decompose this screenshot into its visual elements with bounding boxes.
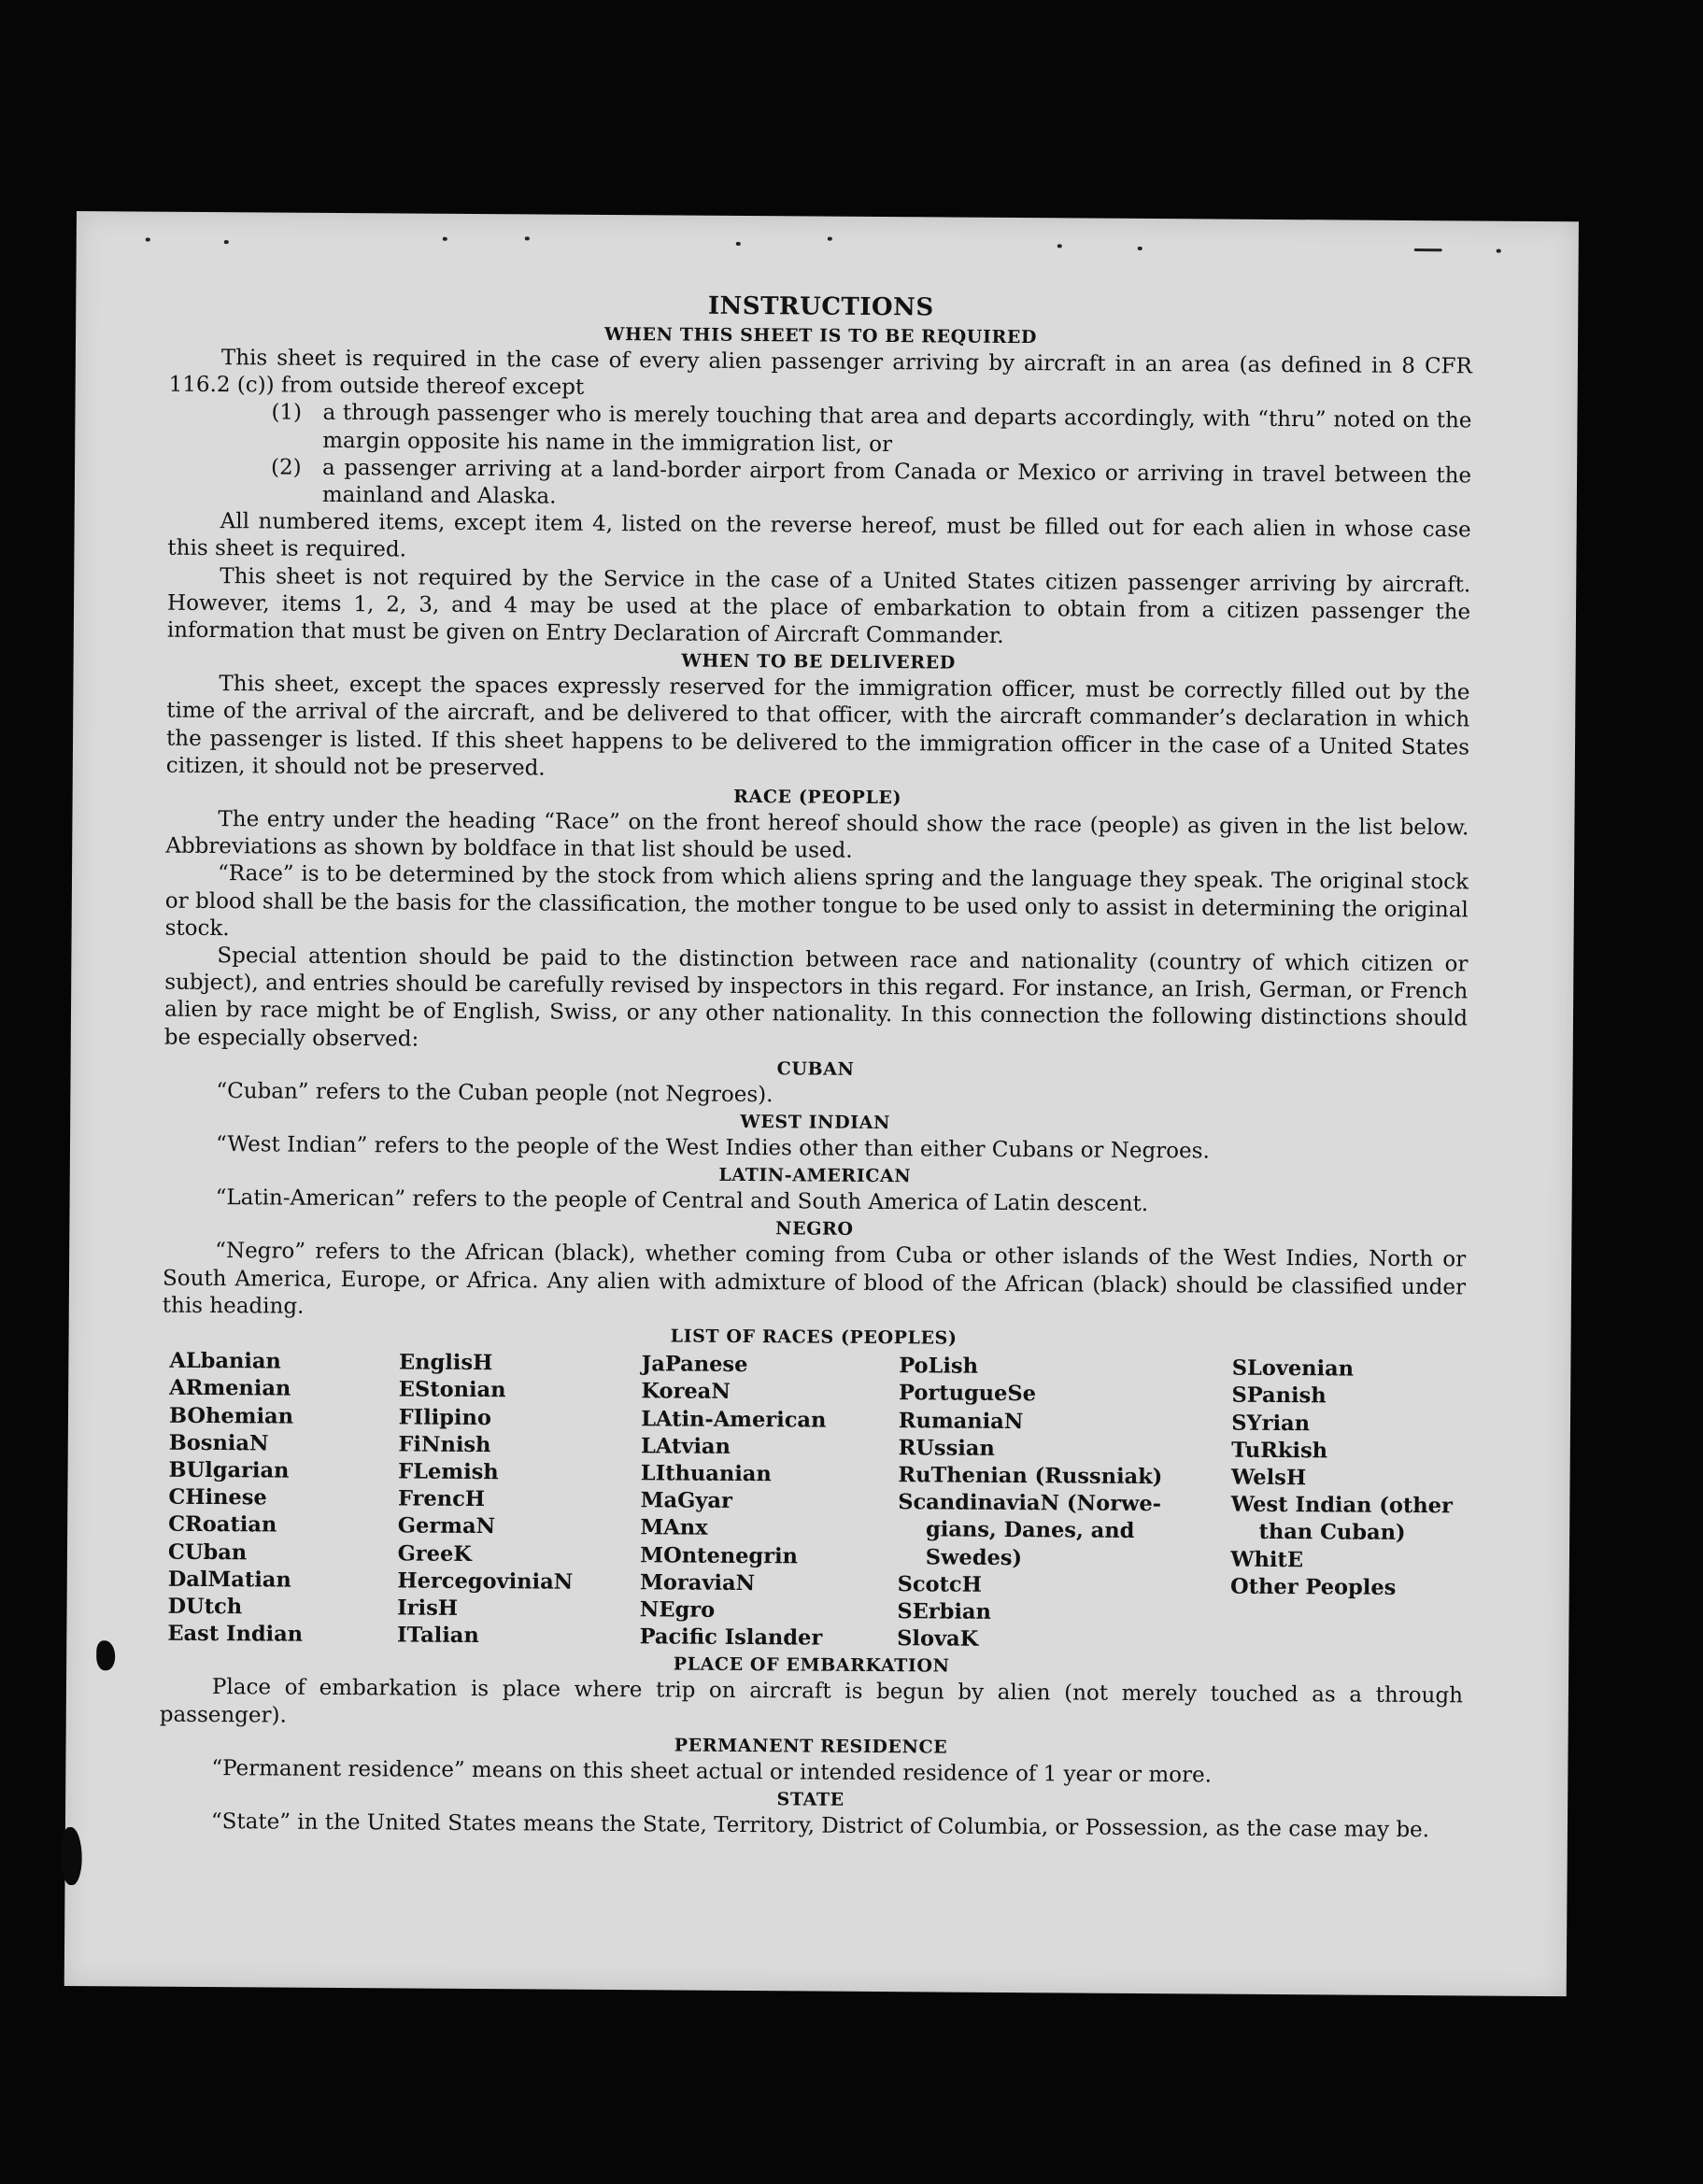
race-entry: FrencH	[397, 1486, 486, 1512]
race-entry: SlovaK	[897, 1626, 979, 1652]
heading-latin-american: LATIN-AMERICAN	[718, 1165, 912, 1187]
torn-edge	[61, 1827, 81, 1885]
race-entry: MaGyar	[640, 1488, 732, 1514]
latin-american-paragraph: “Latin-American” refers to the people of Central and South America of Latin descent.	[215, 1185, 1149, 1217]
race-entry: RuThenian (Russniak)	[898, 1463, 1163, 1490]
race-entry: BOhemian	[168, 1403, 294, 1429]
race-entry: SLovenian	[1231, 1355, 1355, 1382]
heading-state: STATE	[776, 1789, 844, 1810]
race-entry: RUssian	[898, 1435, 995, 1461]
race-entry: FiNnish	[398, 1432, 491, 1457]
race-entry: CUban	[167, 1539, 248, 1565]
race-entry: IrisH	[397, 1595, 459, 1621]
race-entry: FLemish	[398, 1459, 499, 1485]
cuban-paragraph: “Cuban” refers to the Cuban people (not Negroes).	[216, 1078, 773, 1108]
race-entry: CHinese	[168, 1484, 267, 1510]
race-entry: GermaN	[397, 1513, 496, 1539]
race-entry: ScotcH	[897, 1571, 983, 1597]
race-entry: BUlgarian	[168, 1457, 290, 1483]
race-entry: EStonian	[398, 1377, 506, 1403]
race-entry: East Indian	[167, 1621, 304, 1647]
heading-when-required: WHEN THIS SHEET IS TO BE REQUIRED	[604, 323, 1038, 348]
race-entry: MoraviaN	[639, 1569, 756, 1595]
required-paragraph-3: This sheet is not required by the Service in the case of a United States citizen passenger arriving by aircraft. However, items 1, 2, 3, and 4 may be used at the place of embarkation to obtain from a citizen passenger the information that must be given on Entry Declaration of Aircraft Commander.	[166, 563, 1471, 648]
race-column-2	[397, 1350, 642, 1652]
race-paragraph-1: The entry under the heading “Race” on the front hereof should show the race (people) as given in the list below. Abbreviations as shown by boldface in that list should be used.	[165, 807, 1469, 864]
race-entry: CRoatian	[168, 1512, 277, 1538]
race-entry: FIlipino	[398, 1404, 491, 1430]
race-entry: KoreaN	[641, 1379, 731, 1405]
heading-list-of-races: LIST OF RACES (PEOPLES)	[670, 1326, 958, 1349]
required-paragraph-2: All numbered items, except item 4, listed on the reverse hereof, must be filled out for each alien in whose case this sheet is required.	[167, 509, 1471, 562]
exception-item	[168, 399, 1471, 462]
race-entry: DUtch	[167, 1594, 243, 1620]
race-entry: LIthuanian	[640, 1461, 772, 1487]
exception-item	[168, 454, 1471, 518]
race-entry-line: gians, Danes, and	[925, 1517, 1135, 1544]
race-entry: Other Peoples	[1230, 1574, 1397, 1600]
race-entry: SYrian	[1231, 1411, 1311, 1436]
race-entry: RumaniaN	[898, 1408, 1024, 1434]
delivered-paragraph: This sheet, except the spaces expressly reserved for the immigration officer, must be correctly filled out by the time of the arrival of the aircraft, and be delivered to that officer, with the aircraft commander’s declaration in which the passenger is listed. If this sheet happens to be delivered to the immigration officer in the case of a United States citizen, it should not be preserved.	[165, 672, 1470, 781]
race-entry: PoLish	[899, 1354, 979, 1379]
race-entry: LAtin-American	[641, 1406, 827, 1433]
race-entry: ALbanian	[169, 1348, 281, 1374]
race-column-3	[640, 1351, 900, 1652]
race-entry: PortugueSe	[898, 1381, 1037, 1407]
item-number: (2)	[270, 455, 302, 480]
race-entry: DalMatian	[167, 1567, 291, 1593]
race-entry: JaPanese	[641, 1352, 748, 1378]
required-intro: This sheet is required in the case of every alien passenger arriving by aircraft in an area (as defined in 8 CFR 116.2 (c)) from outside thereof except	[168, 346, 1472, 400]
residence-paragraph: “Permanent residence” means on this sheet actual or intended residence of 1 year or more.	[211, 1755, 1213, 1788]
heading-west-indian: WEST INDIAN	[740, 1112, 891, 1134]
heading-permanent-residence: PERMANENT RESIDENCE	[674, 1735, 948, 1758]
race-entry: GreeK	[397, 1540, 472, 1567]
race-entry: TuRkish	[1231, 1438, 1328, 1464]
race-entry: MOntenegrin	[640, 1542, 799, 1568]
heading-cuban: CUBAN	[776, 1058, 855, 1080]
race-entry: SErbian	[897, 1599, 992, 1624]
page-title: INSTRUCTIONS	[707, 291, 934, 322]
race-entry-line: Swedes)	[925, 1544, 1023, 1570]
race-entry-west-indian	[1230, 1492, 1464, 1548]
race-entry: LAtvian	[640, 1433, 731, 1459]
item-text: a through passenger who is merely touching that area and departs accordingly, with “thru” noted on the margin opposite his name in the immigration list, or	[322, 401, 1472, 457]
race-entry: EnglisH	[398, 1350, 493, 1376]
race-paragraph-3: Special attention should be paid to the distinction between race and nationality (country of which citizen or subject), and entries should be carefully revised by inspectors in this regard. For instance, an Irish, German, or French alien by race might be of English, Swiss, or any other nationality. In this connection the following distinctions should be especially observed:	[163, 943, 1469, 1052]
instructions-content	[159, 287, 1473, 1845]
race-column-1	[167, 1348, 399, 1650]
race-entry: SPanish	[1231, 1383, 1327, 1409]
race-paragraph-2: “Race” is to be determined by the stock from which aliens spring and the language they speak. The original stock or blood shall be the basis for the classification, the mother tongue to be used only to assist in determining the original stock.	[164, 861, 1469, 942]
embarkation-paragraph: Place of embarkation is place where trip on aircraft is begun by alien (not merely touched as a through passenger).	[159, 1675, 1464, 1728]
race-column-4	[897, 1353, 1232, 1655]
race-entry: WelsH	[1230, 1465, 1307, 1491]
document-sheet	[64, 211, 1579, 1996]
negro-paragraph: “Negro” refers to the African (black), whether coming from Cuba or other islands of the West Indies, North or South America, Europe, or Africa. Any alien with admixture of blood of the African (black) should be classified under this heading.	[162, 1239, 1467, 1319]
race-entry: WhitE	[1230, 1547, 1304, 1572]
punch-marks	[77, 211, 1579, 221]
race-entry: BosniaN	[168, 1430, 269, 1456]
heading-when-delivered: WHEN TO BE DELIVERED	[681, 650, 956, 674]
ink-blot	[96, 1640, 115, 1670]
west-indian-paragraph: “West Indian” refers to the people of the West Indies other than either Cubans or Negroes.	[215, 1132, 1210, 1164]
item-text: a passenger arriving at a land-border airport from Canada or Mexico or arriving in travel between the mainland and Alaska.	[321, 455, 1472, 509]
state-paragraph: “State” in the United States means the State, Territory, District of Columbia, or Possession, as the case may be.	[210, 1808, 1430, 1843]
race-entry-line: than Cuban)	[1258, 1520, 1406, 1546]
race-entry: MAnx	[640, 1515, 708, 1541]
race-list	[167, 1348, 1465, 1657]
race-entry: HercegoviniaN	[397, 1568, 574, 1595]
heading-negro: NEGRO	[775, 1218, 854, 1241]
heading-race: RACE (PEOPLE)	[733, 786, 902, 809]
race-entry-line: ScandinaviaN (Norwe-	[898, 1490, 1162, 1517]
race-entry-line: West Indian (other	[1230, 1492, 1453, 1519]
item-number: (1)	[271, 400, 303, 426]
race-entry-scandinavian	[898, 1489, 1231, 1573]
race-entry: Pacific Islander	[639, 1624, 823, 1651]
race-entry: NEgro	[639, 1597, 716, 1623]
heading-embarkation: PLACE OF EMBARKATION	[673, 1653, 950, 1677]
race-entry: ARmenian	[169, 1376, 291, 1401]
race-entry: ITalian	[396, 1623, 479, 1649]
race-column-5	[1230, 1355, 1466, 1657]
